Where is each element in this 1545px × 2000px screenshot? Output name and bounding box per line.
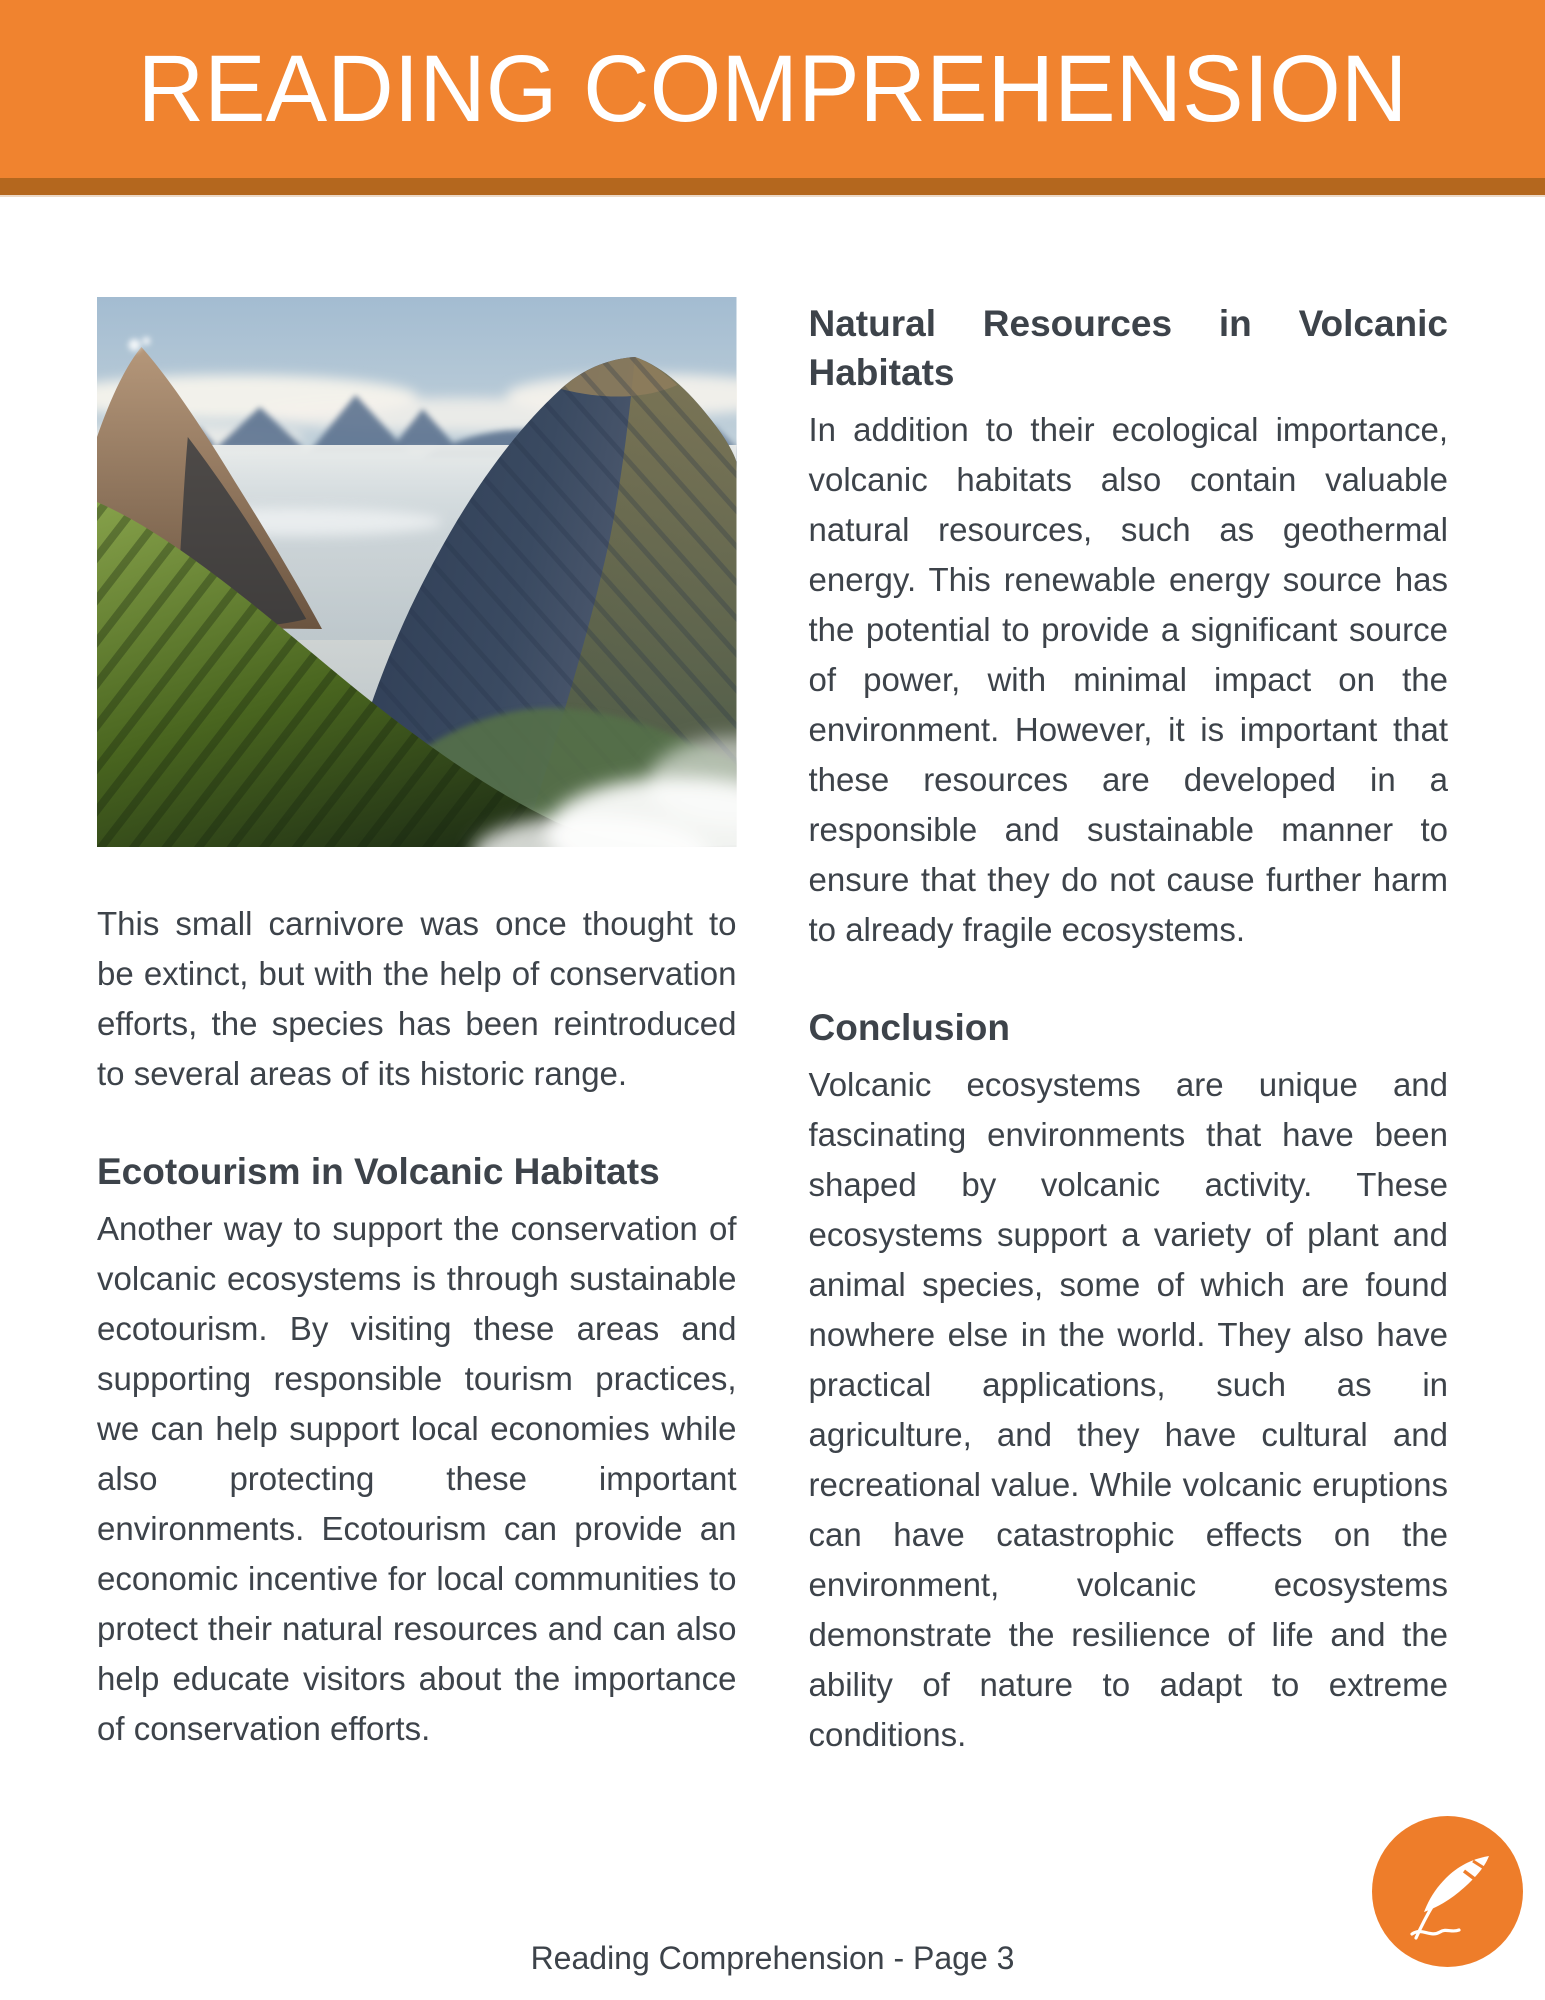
volcano-photo-illustration <box>97 297 737 847</box>
natural-resources-paragraph: In addition to their ecological importance, volcanic habitats also contain valuable natural resources, such as geothermal energy. This renewable energy source has the potential to provide a significant source of power, with minimal impact on the environment. However, it is important that these resources are developed in a responsible and sustainable manner to ensure that they do not cause further harm to already fragile ecosystems. <box>808 411 1448 948</box>
ecotourism-paragraph: Another way to support the conservation of volcanic ecosystems is through sustainable ecotourism. By visiting these areas and supporting responsible tourism practices, we can help support local economies while also protecting these important environments. Ecotourism can provide an economic incentive for local communities to protect their natural resources and can also help educate visitors about the importance of conservation efforts. <box>97 1210 737 1747</box>
page-title: READING COMPREHENSION <box>137 35 1408 142</box>
heading-text: Ecotourism in Volcanic Habitats <box>97 1151 660 1192</box>
header-banner <box>0 0 1545 178</box>
intro-paragraph: This small carnivore was once thought to be extinct, but with the help of conservation efforts, the species has been reintroduced to several areas of its historic range. <box>97 905 737 1092</box>
header-accent-strip <box>0 178 1545 197</box>
feather-quill-icon <box>1372 1816 1523 1967</box>
section-heading-natural-resources <box>809 299 1449 397</box>
left-column <box>97 297 737 1760</box>
heading-text-line1: Natural Resources in Volcanic <box>808 303 1448 344</box>
heading-text: Conclusion <box>808 1007 1010 1048</box>
section-heading-conclusion <box>809 1003 1449 1052</box>
heading-text-line2: Habitats <box>808 352 955 393</box>
volcanic-mountains-photo <box>97 297 737 847</box>
section-heading-ecotourism <box>97 1147 737 1196</box>
conclusion-paragraph: Volcanic ecosystems are unique and fascinating environments that have been shaped by volcanic activity. These ecosystems support a variety of plant and animal species, some of which are found nowhere else in the world. They also have practical applications, such as in agriculture, and they have cultural and recreational value. While volcanic eruptions can have catastrophic effects on the environment, volcanic ecosystems demonstrate the resilience of life and the ability of nature to adapt to extreme conditions. <box>808 1066 1448 1753</box>
publisher-logo <box>1372 1816 1523 1967</box>
page-content <box>0 297 1545 1760</box>
page-footer: Reading Comprehension - Page 3 <box>530 1940 1015 1976</box>
right-column <box>809 297 1449 1760</box>
